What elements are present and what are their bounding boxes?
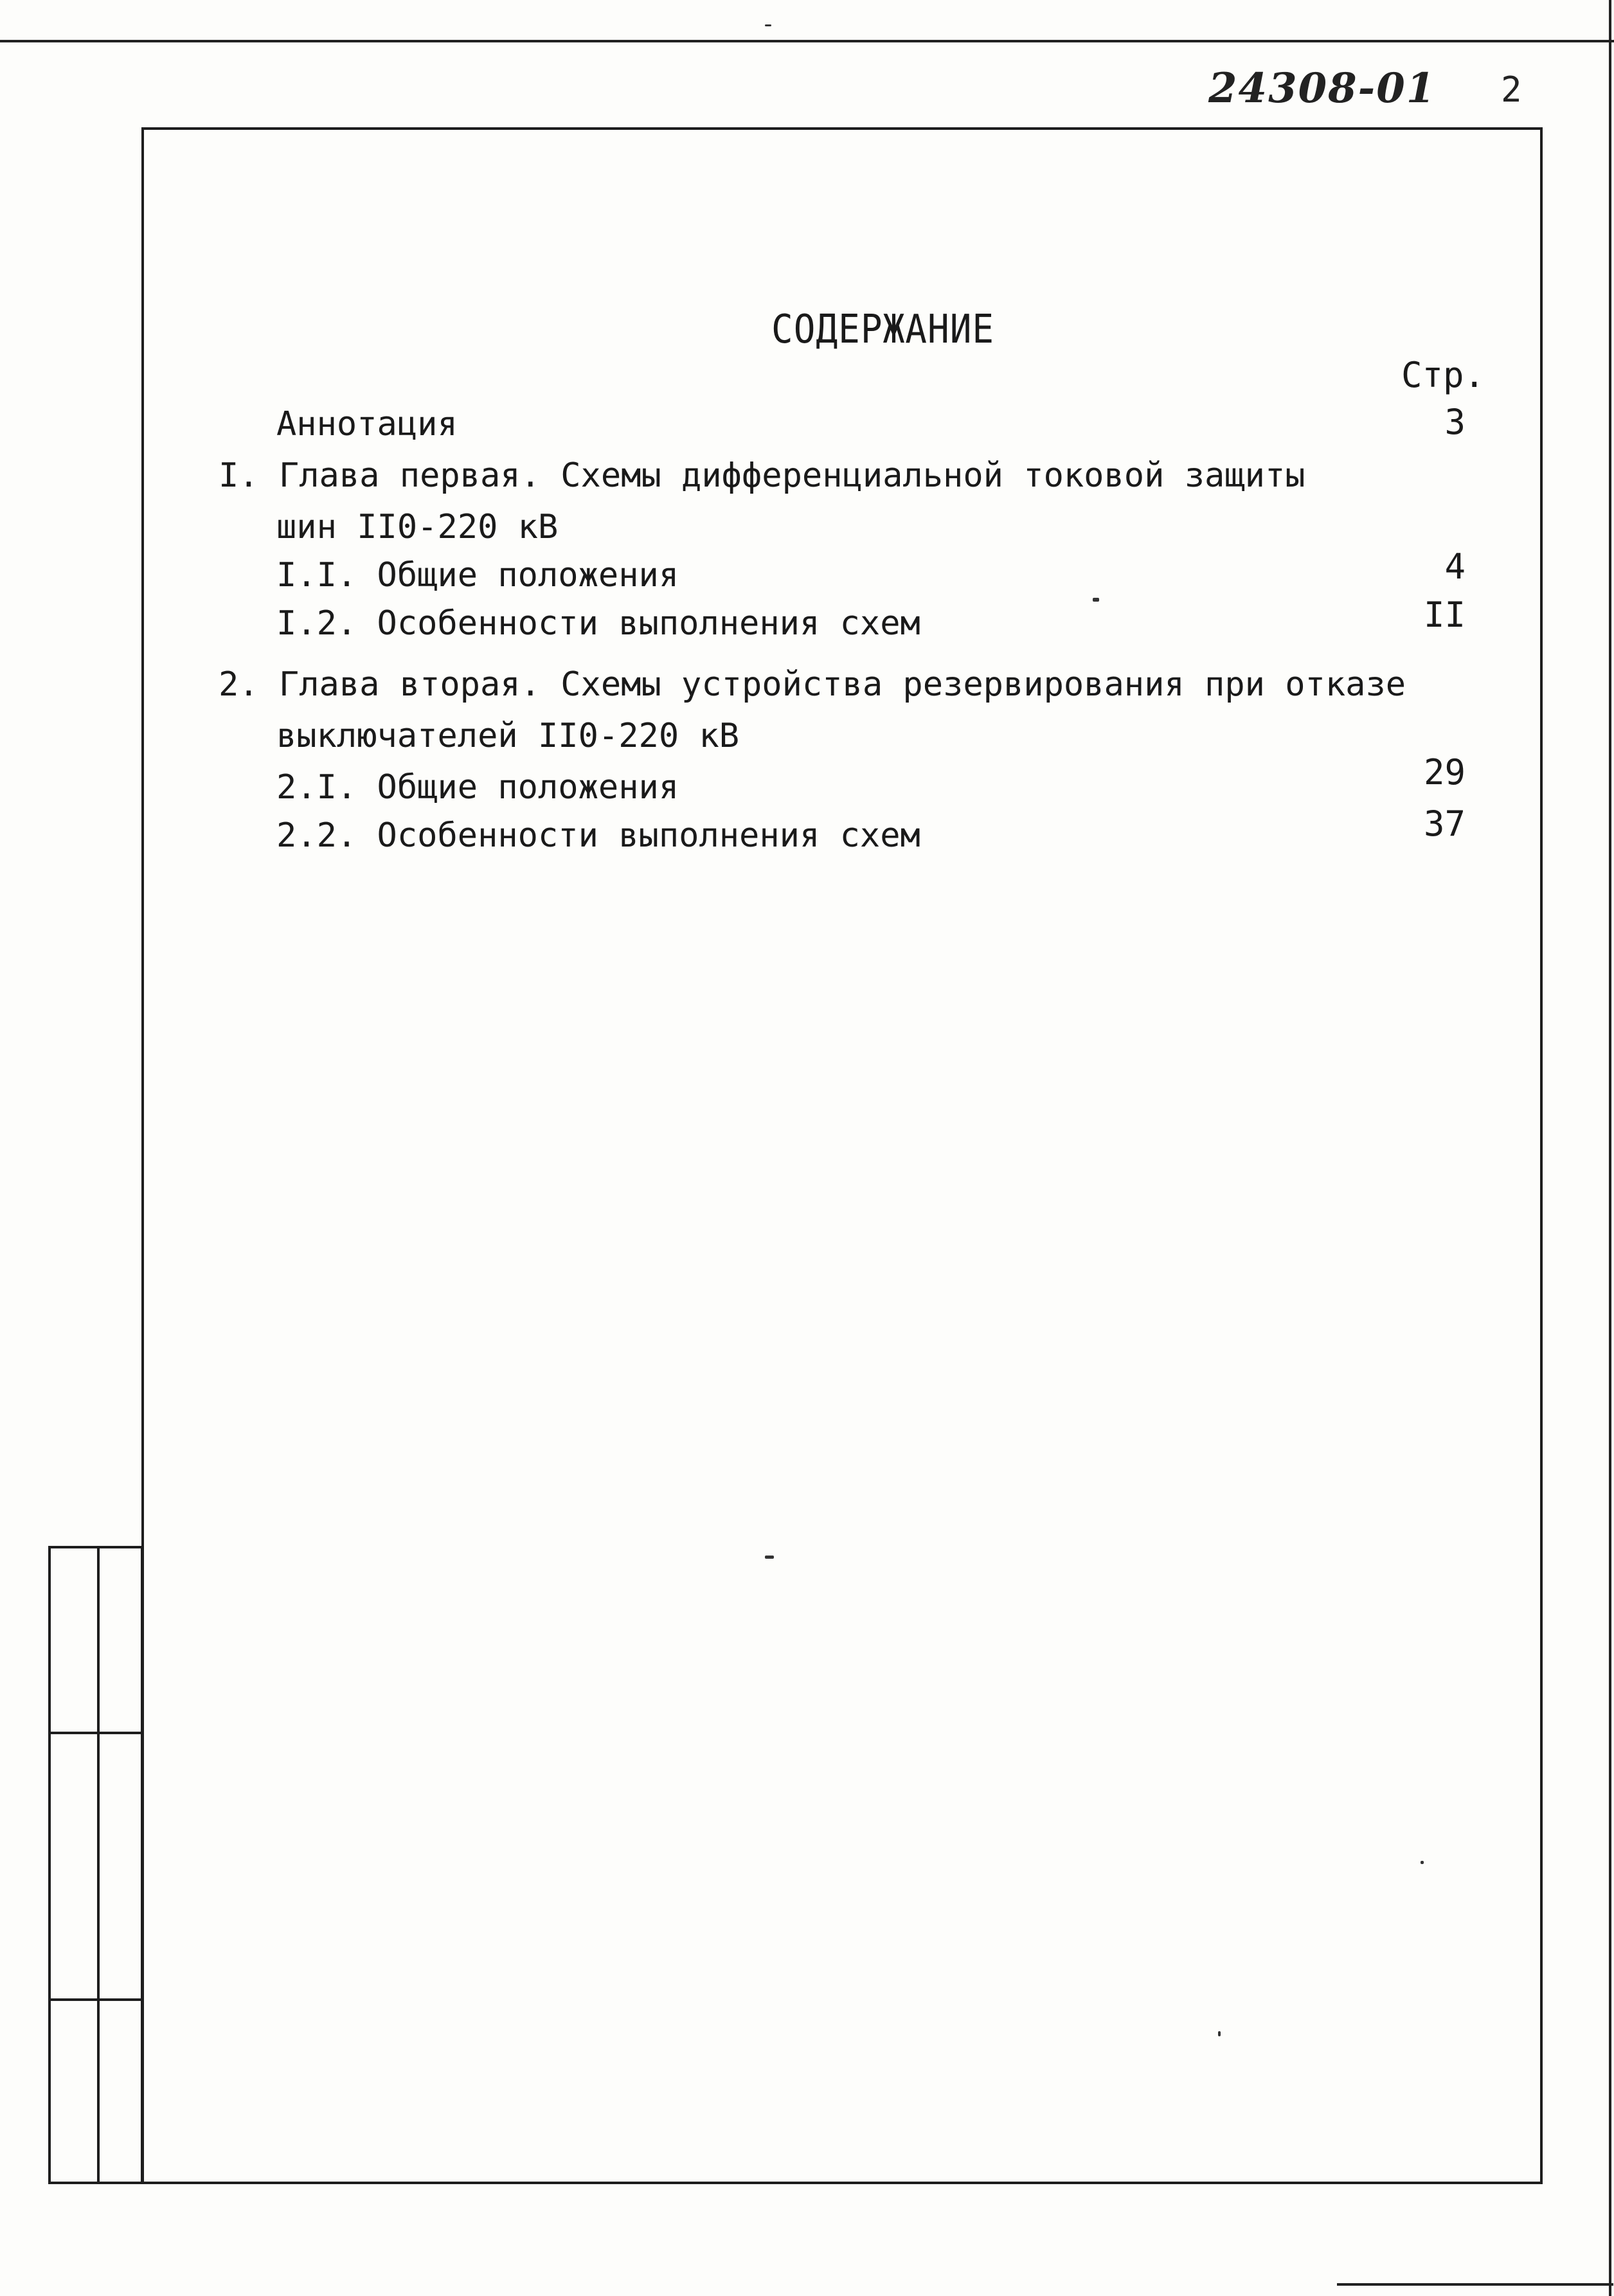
top-sheet-edge [0,40,1614,42]
stamp-row-line [51,1998,141,2001]
toc-entry: 2.I. Общие положения [276,768,679,807]
stamp-row-line [51,1732,141,1734]
toc-page: II [1423,595,1466,635]
scan-speck [1218,2031,1221,2036]
scan-speck [1093,598,1099,602]
page-number: 2 [1501,69,1522,110]
toc-entry: 2. Глава вторая. Схемы устройства резервирования при отказе [219,665,1406,704]
stamp-divider [97,1548,100,2182]
toc-entry: I.I. Общие положения [276,556,679,595]
toc-page: 37 [1423,803,1466,844]
scan-speck [1421,1861,1424,1864]
toc-title: СОДЕРЖАНИЕ [771,306,995,353]
document-code: 24308-01 [1208,64,1437,112]
toc-entry: шин II0-220 кВ [276,508,559,546]
binding-stamp [48,1546,143,2184]
bottom-edge-fragment [1337,2283,1613,2286]
toc-page: 3 [1444,402,1466,442]
toc-entry: Аннотация [276,405,458,444]
toc-page: 29 [1423,752,1466,793]
page-column-header: Стр. [1401,355,1485,395]
toc-entry: 2.2. Особенности выполнения схем [276,816,920,855]
toc-entry: I.2. Особенности выполнения схем [276,604,920,643]
toc-entry: выключателей II0-220 кВ [276,717,740,755]
toc-entry: I. Глава первая. Схемы дифференциальной токовой защиты [219,456,1305,495]
scan-speck [765,1556,774,1559]
right-sheet-edge [1609,0,1611,2296]
scan-speck [765,24,771,26]
toc-page: 4 [1444,546,1466,587]
